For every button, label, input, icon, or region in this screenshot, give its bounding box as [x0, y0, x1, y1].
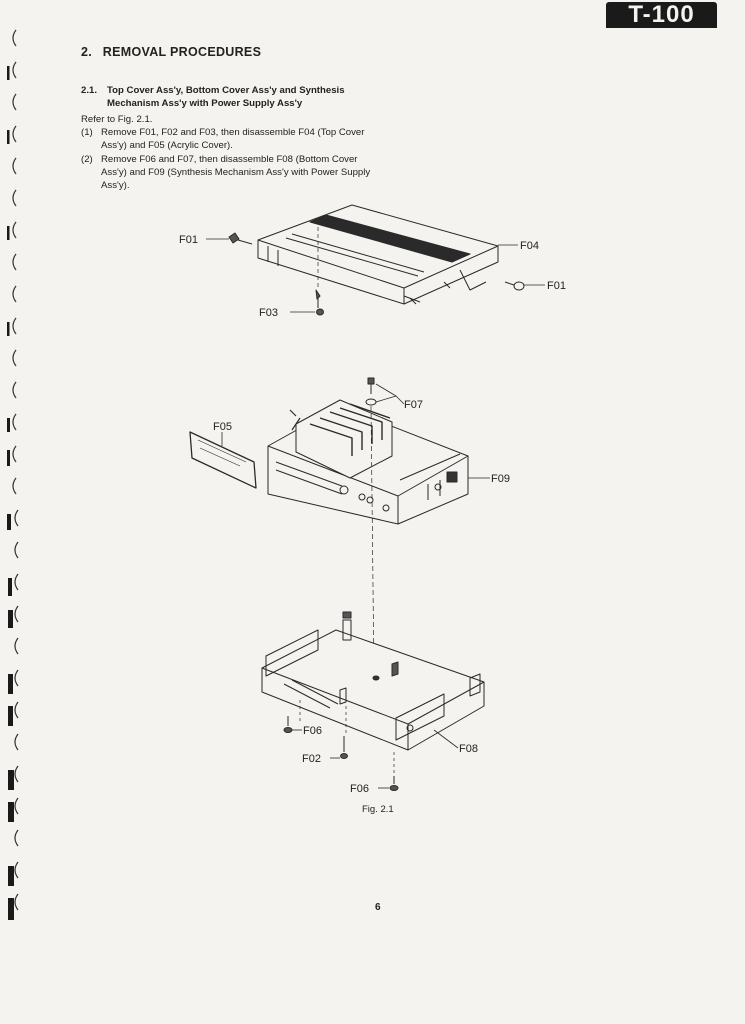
step-number: (1): [81, 127, 93, 139]
step-text: Remove F01, F02 and F03, then disassemble F04 (Top Cover Ass'y) and F05 (Acrylic Cover).: [101, 127, 365, 152]
bottom-cover-drawing: [262, 612, 484, 776]
screw-f06-left-drawing: [284, 716, 302, 733]
subsection-number: 2.1.: [81, 85, 98, 96]
label-f06-bottom: F06: [350, 783, 369, 795]
label-f01-left: F01: [179, 234, 198, 246]
label-f03: F03: [259, 307, 278, 319]
label-f09: F09: [491, 473, 510, 485]
screw-f01-left-drawing: [206, 233, 252, 244]
label-f04: F04: [520, 240, 539, 252]
label-f01-right: F01: [547, 280, 566, 292]
label-f05: F05: [213, 421, 232, 433]
label-f02: F02: [302, 753, 321, 765]
step-text: Remove F06 and F07, then disassemble F08 (Bottom Cover Ass'y) and F09 (Synthesis Mechanism Ass'y with Power Supply Ass'y).: [101, 153, 371, 192]
figure-caption: Fig. 2.1: [362, 804, 394, 815]
synthesis-mechanism-drawing: [268, 400, 490, 524]
subsection-title: Top Cover Ass'y, Bottom Cover Ass'y and Synthesis Mechanism Ass'y with Power Supply Ass'y: [107, 85, 345, 109]
screw-f02-drawing: [330, 736, 348, 759]
label-f06-left: F06: [303, 725, 322, 737]
label-f07: F07: [404, 399, 423, 411]
screw-f06-bottom-drawing: [378, 776, 398, 791]
screw-f01-right-drawing: [505, 282, 545, 290]
acrylic-cover-drawing: [190, 432, 256, 488]
page-number: 6: [375, 902, 381, 913]
model-tab: T-100: [606, 2, 717, 28]
step-number: (2): [81, 153, 93, 165]
label-f08: F08: [459, 743, 478, 755]
section-number: 2.: [81, 45, 93, 59]
section-title: REMOVAL PROCEDURES: [102, 45, 262, 59]
top-cover-drawing: [258, 205, 498, 304]
reference-line: Refer to Fig. 2.1.: [81, 114, 153, 125]
